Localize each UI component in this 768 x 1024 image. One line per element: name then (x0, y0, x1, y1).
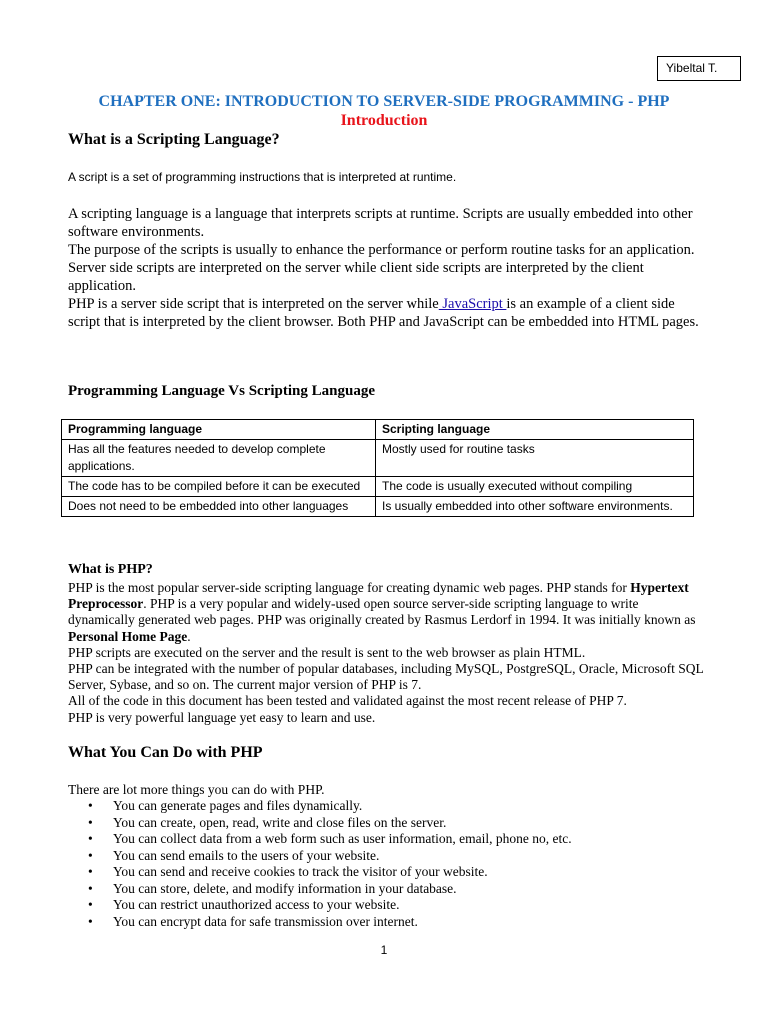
list-item (68, 831, 688, 848)
author-box: Yibeltal T. (657, 56, 741, 81)
php-text-a: PHP is the most popular server-side scripting language for creating dynamic web pages. PHP stands for (68, 580, 631, 595)
heading-what-is-php: What is PHP? (68, 562, 153, 577)
bullet-icon: • (88, 831, 93, 846)
table-header-row (62, 420, 694, 440)
table-cell: Has all the features needed to develop complete applications. (62, 440, 376, 477)
paragraph-1: A scripting language is a language that interprets scripts at runtime. Scripts are usually embedded into other software environments. (68, 206, 693, 240)
php-paragraph-4: All of the code in this document has been tested and validated against the most recent release of PHP 7. (68, 693, 627, 709)
chapter-title: CHAPTER ONE: INTRODUCTION TO SERVER-SIDE PROGRAMMING - PHP (98, 93, 670, 110)
php-text-b: . PHP is a very popular and widely-used open source server-side scripting language to write dynamically generated web pages. PHP was originally created by Rasmus Lerdorf in 1994. It was initially known as (68, 596, 696, 628)
table-cell: The code has to be compiled before it can be executed (62, 477, 376, 497)
page-number: 1 (380, 943, 388, 957)
list-item-text: You can generate pages and files dynamically. (113, 798, 363, 813)
table-cell: Mostly used for routine tasks (376, 440, 694, 477)
php-original-name-bold: Personal Home Page (68, 628, 188, 644)
list-item-text: You can create, open, read, write and close files on the server. (113, 814, 447, 830)
scripting-language-paragraphs (68, 205, 708, 331)
list-item (68, 815, 688, 832)
table-cell: The code is usually executed without compiling (376, 477, 694, 497)
list-item-text: You can restrict unauthorized access to your website. (113, 897, 400, 912)
php-paragraph-1 (68, 580, 708, 645)
table-row (62, 497, 694, 517)
list-item-text: You can send and receive cookies to track the visitor of your website. (113, 864, 488, 879)
list-item (68, 864, 688, 881)
list-item-text: You can store, delete, and modify information in your database. (113, 880, 457, 896)
bullet-icon: • (88, 880, 93, 896)
php-description (68, 580, 708, 726)
paragraph-3: Server side scripts are interpreted on the server while client side scripts are interpreted by the client application. (68, 260, 644, 294)
paragraph-4 (68, 295, 708, 331)
can-do-list (68, 798, 688, 930)
list-item (68, 914, 688, 931)
bullet-icon: • (88, 847, 93, 863)
php-text-c: . (187, 628, 191, 644)
bullet-icon: • (88, 814, 93, 830)
comparison-table (61, 419, 694, 517)
list-item-text: You can collect data from a web form such as user information, email, phone no, etc. (113, 831, 572, 846)
heading-comparison: Programming Language Vs Scripting Language (68, 383, 375, 399)
javascript-link[interactable]: JavaScript (438, 296, 507, 312)
can-do-intro: There are lot more things you can do with PHP. (68, 782, 325, 797)
php-paragraph-5: PHP is very powerful language yet easy to learn and use. (68, 709, 376, 725)
bullet-icon: • (88, 897, 93, 912)
table-row (62, 440, 694, 477)
list-item (68, 897, 688, 914)
heading-scripting-language: What is a Scripting Language? (68, 131, 280, 148)
list-item-text: You can encrypt data for safe transmission over internet. (113, 913, 418, 929)
paragraph-2: The purpose of the scripts is usually to enhance the performance or perform routine tasks for an application. (68, 242, 695, 258)
header-scripting: Scripting language (376, 420, 694, 440)
php-paragraph-3: PHP can be integrated with the number of popular databases, including MySQL, PostgreSQL, Oracle, Microsoft SQL Server, Sybase, and so on. The current major version of PHP is 7. (68, 661, 704, 693)
list-item (68, 848, 688, 865)
list-item (68, 881, 688, 898)
list-item (68, 798, 688, 815)
header-programming: Programming language (62, 420, 376, 440)
bullet-icon: • (88, 798, 93, 813)
table-cell: Does not need to be embedded into other languages (62, 497, 376, 517)
table-row (62, 477, 694, 497)
paragraph-4-start: PHP is a server side script that is interpreted on the server while (68, 296, 439, 312)
section-subtitle: Introduction (340, 112, 428, 129)
script-definition: A script is a set of programming instructions that is interpreted at runtime. (68, 170, 457, 184)
php-acronym-bold: Hypertext Preprocessor (68, 580, 689, 612)
bullet-icon: • (88, 864, 93, 879)
list-item-text: You can send emails to the users of your website. (113, 847, 380, 863)
php-paragraph-2: PHP scripts are executed on the server and the result is sent to the web browser as plain HTML. (68, 644, 586, 660)
paragraph-4-end: is an example of a client side script that is interpreted by the client browser. Both PHP and JavaScript can be embedded into HTML pages. (68, 296, 699, 330)
heading-what-you-can-do: What You Can Do with PHP (68, 744, 263, 761)
bullet-icon: • (88, 913, 93, 929)
table-cell: Is usually embedded into other software environments. (376, 497, 694, 517)
